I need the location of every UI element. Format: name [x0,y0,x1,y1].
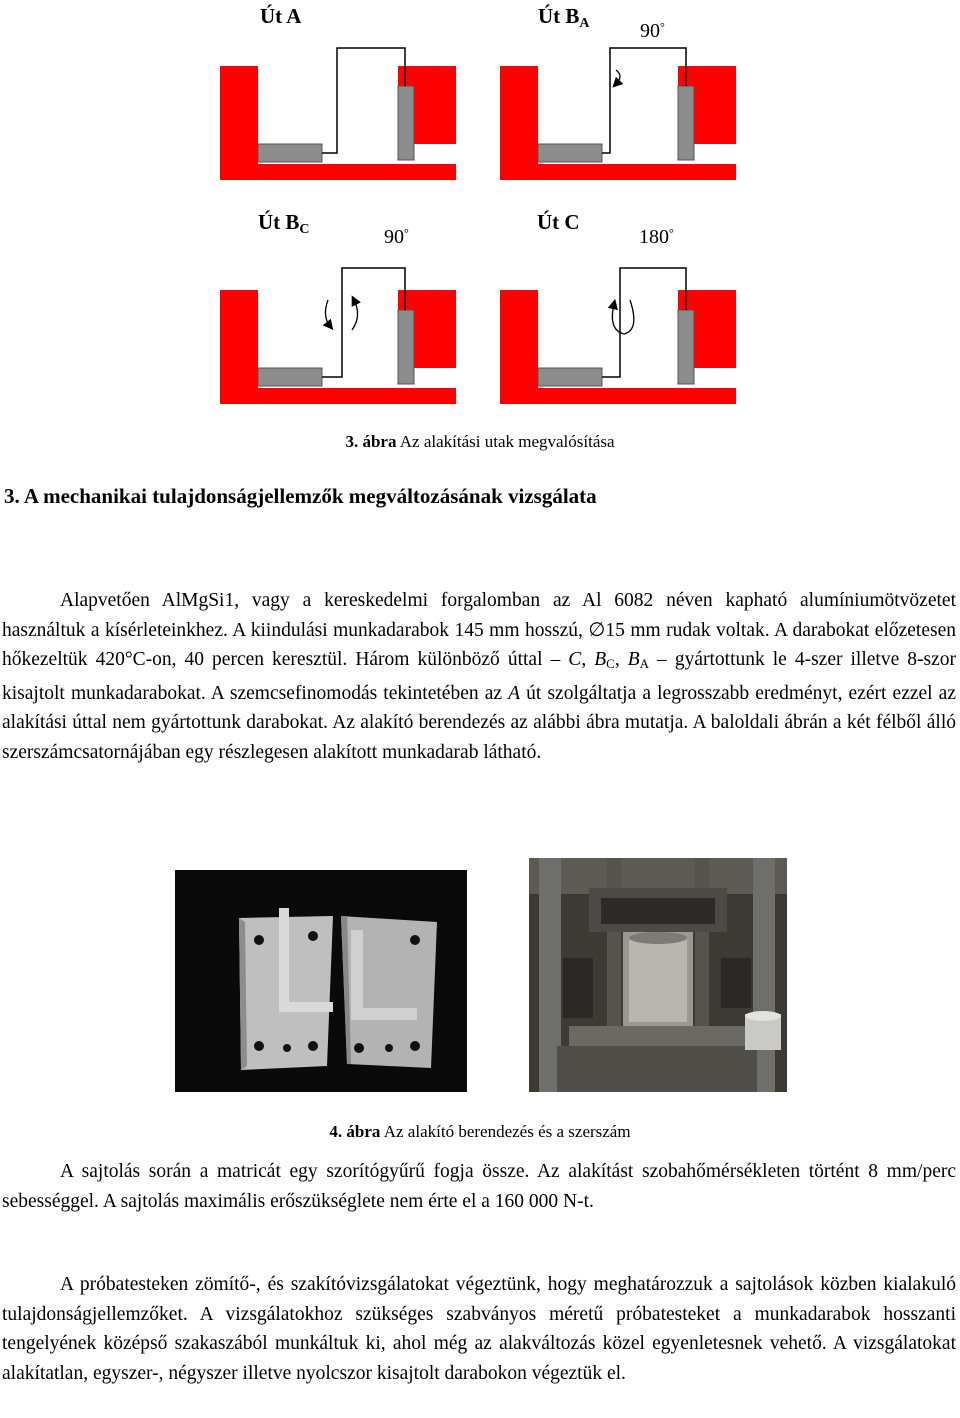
figure3-caption: 3. ábra Az alakítási utak megvalósítása [345,432,615,451]
die-route-a [220,48,456,180]
die-route-c [500,268,736,404]
route-a-label: Út A [260,4,302,28]
section-heading: 3. A mechanikai tulajdonságjellemzők megváltozásának vizsgálata [4,484,597,508]
route-diagrams [0,0,960,420]
route-c-label: Út C [537,210,580,234]
die-photo [175,870,467,1092]
press-photo [529,858,787,1092]
route-ba-angle: 90° [640,20,665,42]
paragraph-2: A sajtolás során a matricát egy szorítógyűrű fogja össze. Az alakítást szobahőmérsékleten történt 8 mm/perc sebességgel. A sajtolás maximális erőszükséglete nem érte el a 160 000 N-t. [2,1161,956,1212]
route-c-angle: 180° [639,226,674,248]
figure4-caption: 4. ábra Az alakító berendezés és a szerszám [329,1122,631,1141]
die-route-bc [220,268,456,404]
route-ba-label: Út $B_A$ [538,4,590,31]
route-bc-angle: 90° [384,226,409,248]
paragraph-1: Alapvetően AlMgSi1, vagy a kereskedelmi forgalomban az Al 6082 néven kapható alumíniumötvözetet használtuk a kísérleteinkhez. A kiindulási munkadarabok 145 mm hosszú, ∅15 mm rudak voltak. A darabokat előzetesen hőkezeltük 420°C-on, 40 percen keresztül. Három különböző úttal – C, $B_C$, $B_A$ – gyártottunk le 4-szer illetve 8-szor kisajtolt munkadarabokat. A szemcsefinomodás tekintetében az A út szolgáltatja a legrosszabb eredményt, ezért ezzel az alakítási úttal nem gyártottunk darabokat. Az alakító berendezés az alábbi ábra mutatja. A baloldali ábrán a két félből álló szerszámcsatornájában egy részlegesen alakított munkadarab látható. [2,590,957,763]
paragraph-3: A próbatesteken zömítő-, és szakítóvizsgálatokat végeztünk, hogy meghatározzuk a sajtolások közben kialakuló tulajdonságjellemzőket. A vizsgálatokhoz szükséges szabványos méretű próbatesteket a munkadarabok hosszanti tengelyének középső szakaszából munkáltuk ki, ahol még az alakváltozás közel egyenletesnek vehető. A vizsgálatokat alakítatlan, egyszer-, négyszer illetve nyolcszor kisajtolt darabokon végeztük el. [2,1274,956,1384]
die-route-ba [500,48,736,180]
route-bc-label: Út $B_C$ [258,210,310,237]
